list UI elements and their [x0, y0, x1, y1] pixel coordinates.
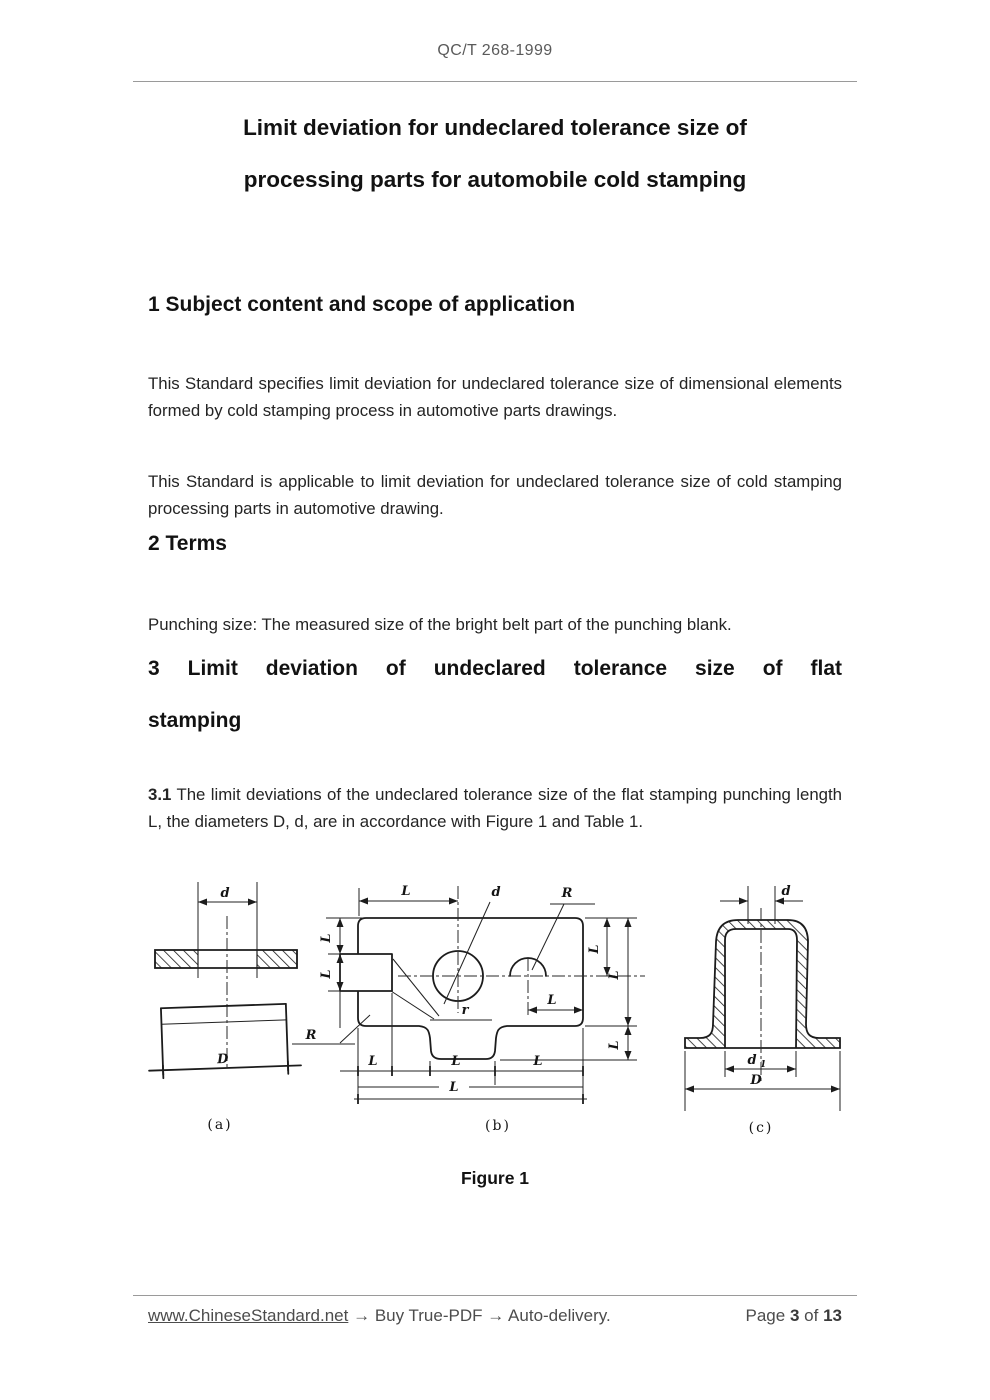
radius-label-R-left: R	[305, 1028, 317, 1043]
document-title-line2: processing parts for automobile cold stamping	[243, 167, 747, 192]
section-1-heading: 1 Subject content and scope of application	[148, 293, 576, 316]
footer-page-word: Page	[745, 1306, 786, 1325]
dim-label-d1: d	[747, 1053, 757, 1068]
section-2-paragraph: Punching size: The measured size of the bright belt part of the punching blank.	[148, 614, 732, 634]
footer-of-word: of	[804, 1306, 819, 1325]
dim-label-d-c: d	[781, 884, 791, 899]
clause-3-1-number: 3.1	[148, 784, 172, 804]
section-3-heading	[148, 643, 842, 747]
section-3-heading-line2: stamping	[148, 709, 242, 732]
dim-label-L-left2: L	[319, 969, 334, 979]
part-b-label: (b)	[485, 1118, 511, 1134]
footer-rule	[133, 1295, 857, 1296]
footer-arrow-icon: →	[487, 1306, 505, 1325]
hole-label-d-b: d	[491, 885, 501, 900]
dim-label-L-bottom3: L	[533, 1054, 543, 1069]
footer-page-indicator	[746, 1306, 842, 1326]
dim-label-L-left1: L	[319, 933, 334, 943]
dim-label-L-right3: L	[607, 1040, 622, 1050]
dim-label-L-bottom4: L	[449, 1080, 459, 1095]
dim-label-L-right2: L	[607, 970, 622, 980]
section-1-paragraph-1: This Standard specifies limit deviation for undeclared tolerance size of dimensional elements formed by cold stamping process in automotive parts drawings.	[148, 373, 842, 420]
header-rule	[133, 81, 857, 82]
footer-website-link[interactable]: www.ChineseStandard.net	[148, 1306, 349, 1325]
footer-left	[148, 1306, 611, 1326]
part-a-label: (a)	[207, 1117, 233, 1133]
footer	[148, 1306, 842, 1326]
part-a-drawing	[147, 882, 301, 1133]
figure-1-svg	[140, 858, 850, 1150]
footer-arrow-icon: →	[353, 1306, 371, 1325]
section-2-heading: 2 Terms	[148, 532, 227, 555]
header-doc-code: QC/T 268-1999	[437, 42, 553, 59]
clause-3-1-paragraph	[148, 781, 842, 835]
dim-label-L-right1: L	[587, 944, 602, 954]
dim-label-L-bottom1: L	[368, 1054, 378, 1069]
dim-label-D-c: D	[750, 1073, 762, 1088]
part-b-drawing	[292, 884, 645, 1134]
footer-page-number: 3	[789, 1306, 800, 1325]
document-title	[148, 102, 842, 206]
section-3-heading-line1: 3 Limit deviation of undeclared tolerance size of flat	[148, 657, 842, 680]
part-c-label: (c)	[748, 1120, 774, 1136]
dim-label-D-a: D	[216, 1051, 229, 1068]
radius-label-R-right: R	[561, 886, 573, 901]
footer-delivery-text: Auto-delivery.	[508, 1306, 611, 1325]
dim-label-d1-subscript: 1	[760, 1060, 767, 1070]
footer-page-total: 13	[823, 1306, 842, 1325]
dim-label-d-a: d	[220, 886, 230, 901]
clause-3-1-text: The limit deviations of the undeclared tolerance size of the flat stamping punching length L, the diameters D, d, are in accordance with Figure 1 and Table 1.	[148, 784, 842, 831]
part-c-drawing	[685, 884, 840, 1136]
document-title-line1: Limit deviation for undeclared tolerance size of	[243, 115, 747, 140]
figure-1-caption: Figure 1	[460, 1168, 530, 1188]
fillet-label-r: r	[461, 1003, 469, 1018]
figure-1-drawing	[140, 858, 850, 1150]
dim-label-L-top: L	[401, 884, 411, 899]
section-1-paragraph-2: This Standard is applicable to limit deviation for undeclared tolerance size of cold stamping processing parts in automotive drawing.	[148, 471, 842, 518]
footer-buy-text: Buy True-PDF	[374, 1306, 483, 1325]
dim-label-L-mid: L	[547, 993, 557, 1008]
dim-label-L-bottom2: L	[451, 1054, 461, 1069]
